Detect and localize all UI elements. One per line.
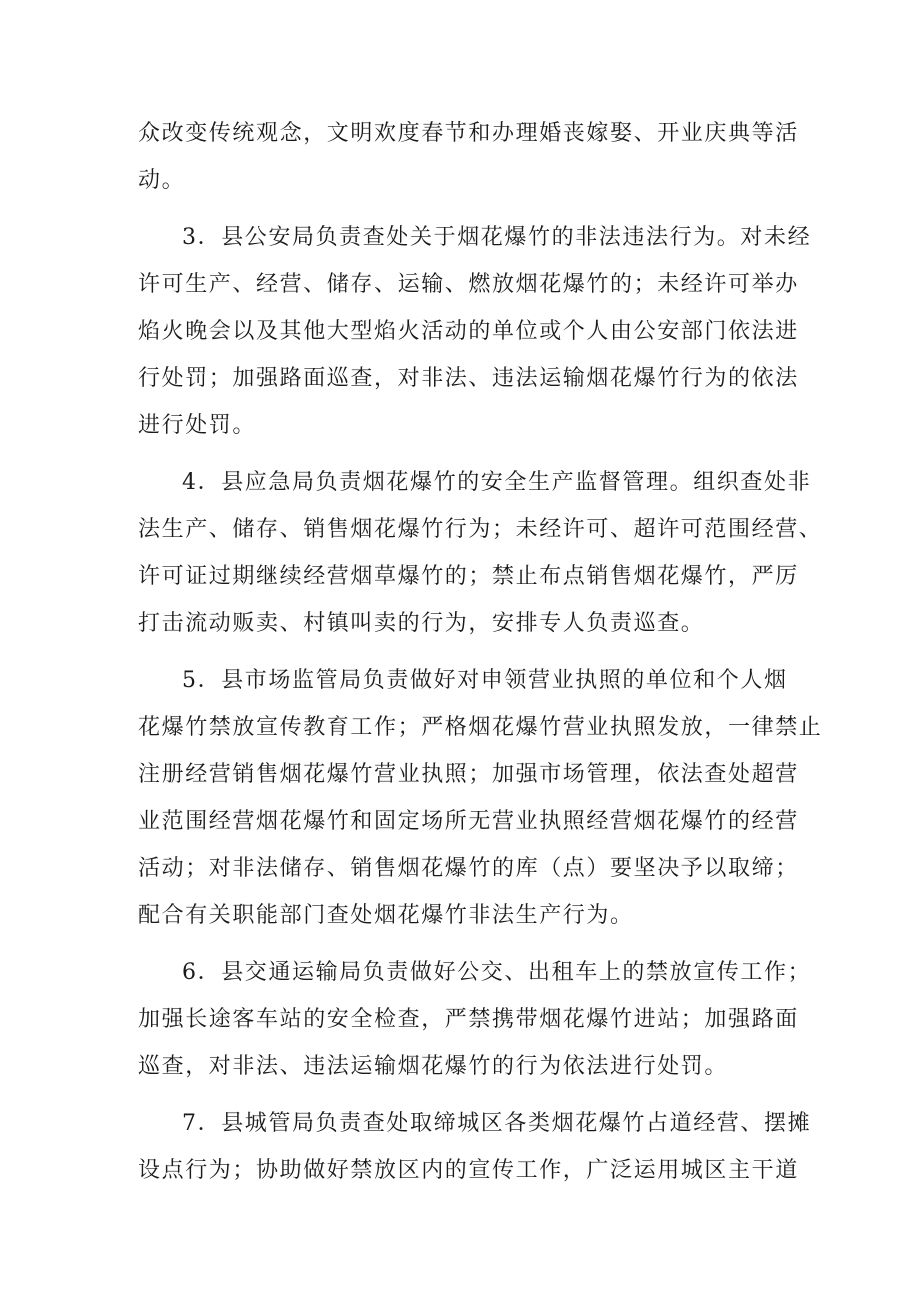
document-page [138, 110, 823, 1194]
text-line: 许可生产、经营、储存、运输、燃放烟花爆竹的；未经许可举办 [138, 272, 799, 297]
text-line: 加强长途客车站的安全检查，严禁携带烟花爆竹进站；加强路面 [138, 1007, 799, 1032]
paragraph-4 [138, 459, 823, 647]
text-line: 注册经营销售烟花爆竹营业执照；加强市场管理，依法查处超营 [138, 762, 799, 787]
paragraph-7 [138, 1100, 812, 1194]
text-line: 打击流动贩卖、村镇叫卖的行为，安排专人负责巡查。 [138, 611, 705, 636]
text-line: 动。 [138, 168, 186, 193]
text-line: 行处罚；加强路面巡查，对非法、违法运输烟花爆竹行为的依法 [138, 366, 799, 391]
text-line: 配合有关职能部门查处烟花爆竹非法生产行为。 [138, 903, 634, 928]
text-line: 众改变传统观念，文明欢度春节和办理婚丧嫁娶、开业庆典等活 [138, 121, 799, 146]
text-line: 进行处罚。 [138, 413, 257, 438]
text-line: 巡查，对非法、违法运输烟花爆竹的行为依法进行处罚。 [138, 1054, 729, 1079]
text-line: 业范围经营烟花爆竹和固定场所无营业执照经营烟花爆竹的经营 [138, 809, 799, 834]
text-line: 花爆竹禁放宣传教育工作；严格烟花爆竹营业执照发放，一律禁止 [138, 715, 823, 740]
text-line: 3．县公安局负责查处关于烟花爆竹的非法违法行为。对未经 [182, 225, 812, 250]
text-line: 法生产、储存、销售烟花爆竹行为；未经许可、超许可范围经营、 [138, 517, 823, 542]
text-line: 7．县城管局负责查处取缔城区各类烟花爆竹占道经营、摆摊 [182, 1111, 812, 1136]
text-line: 6．县交通运输局负责做好公交、出租车上的禁放宣传工作； [182, 960, 812, 985]
text-line: 设点行为；协助做好禁放区内的宣传工作，广泛运用城区主干道 [138, 1158, 799, 1183]
text-line: 焰火晚会以及其他大型焰火活动的单位或个人由公安部门依法进 [138, 319, 799, 344]
paragraph-3 [138, 214, 812, 449]
paragraph-5 [138, 657, 823, 939]
text-line: 5．县市场监管局负责做好对申领营业执照的单位和个人烟 [182, 668, 788, 693]
text-line: 活动；对非法储存、销售烟花爆竹的库（点）要坚决予以取缔； [138, 856, 799, 881]
text-line: 4．县应急局负责烟花爆竹的安全生产监督管理。组织查处非 [182, 470, 812, 495]
paragraph-continuation [138, 110, 798, 204]
text-line: 许可证过期继续经营烟草爆竹的；禁止布点销售烟花爆竹，严厉 [138, 564, 799, 589]
paragraph-6 [138, 949, 812, 1090]
